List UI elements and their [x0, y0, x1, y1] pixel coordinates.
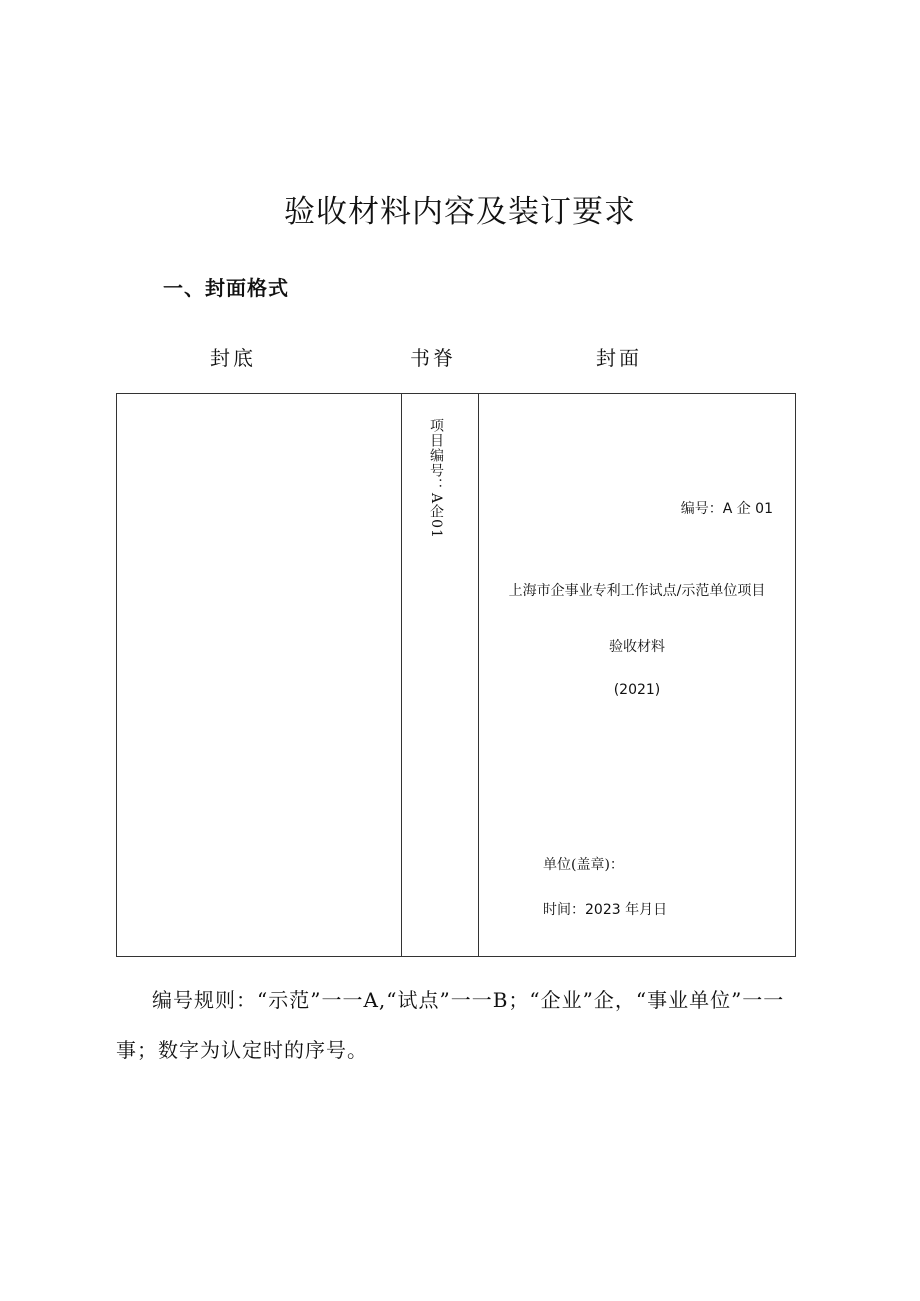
back-cover-label: 封底: [210, 346, 256, 370]
front-cover-material: 验收材料: [609, 639, 665, 655]
back-cover-panel: [117, 394, 402, 956]
front-cover-code: 编号：A 企 01: [680, 501, 773, 517]
cover-layout-frame: [116, 393, 796, 957]
front-cover-unit: 单位(盖章)：: [543, 857, 624, 873]
spine-panel: [402, 394, 479, 956]
spine-project-code: 项目编号：A企01: [428, 418, 444, 539]
numbering-rule-paragraph: 编号规则：“示范”一一A,“试点”一一B；“企业”企，“事业单位”一一事；数字为认定时的序号。: [116, 988, 785, 1062]
front-cover-panel: [479, 394, 795, 956]
document-title: 验收材料内容及装订要求: [284, 194, 636, 230]
front-cover-label: 封面: [596, 346, 642, 370]
spine-label: 书脊: [410, 346, 456, 370]
front-cover-organization: 上海市企事业专利工作试点/示范单位项目: [508, 583, 766, 599]
front-cover-year: (2021): [613, 682, 661, 698]
front-cover-date: 时间：2023 年月日: [543, 902, 668, 918]
section-heading: 一、封面格式: [163, 276, 289, 300]
